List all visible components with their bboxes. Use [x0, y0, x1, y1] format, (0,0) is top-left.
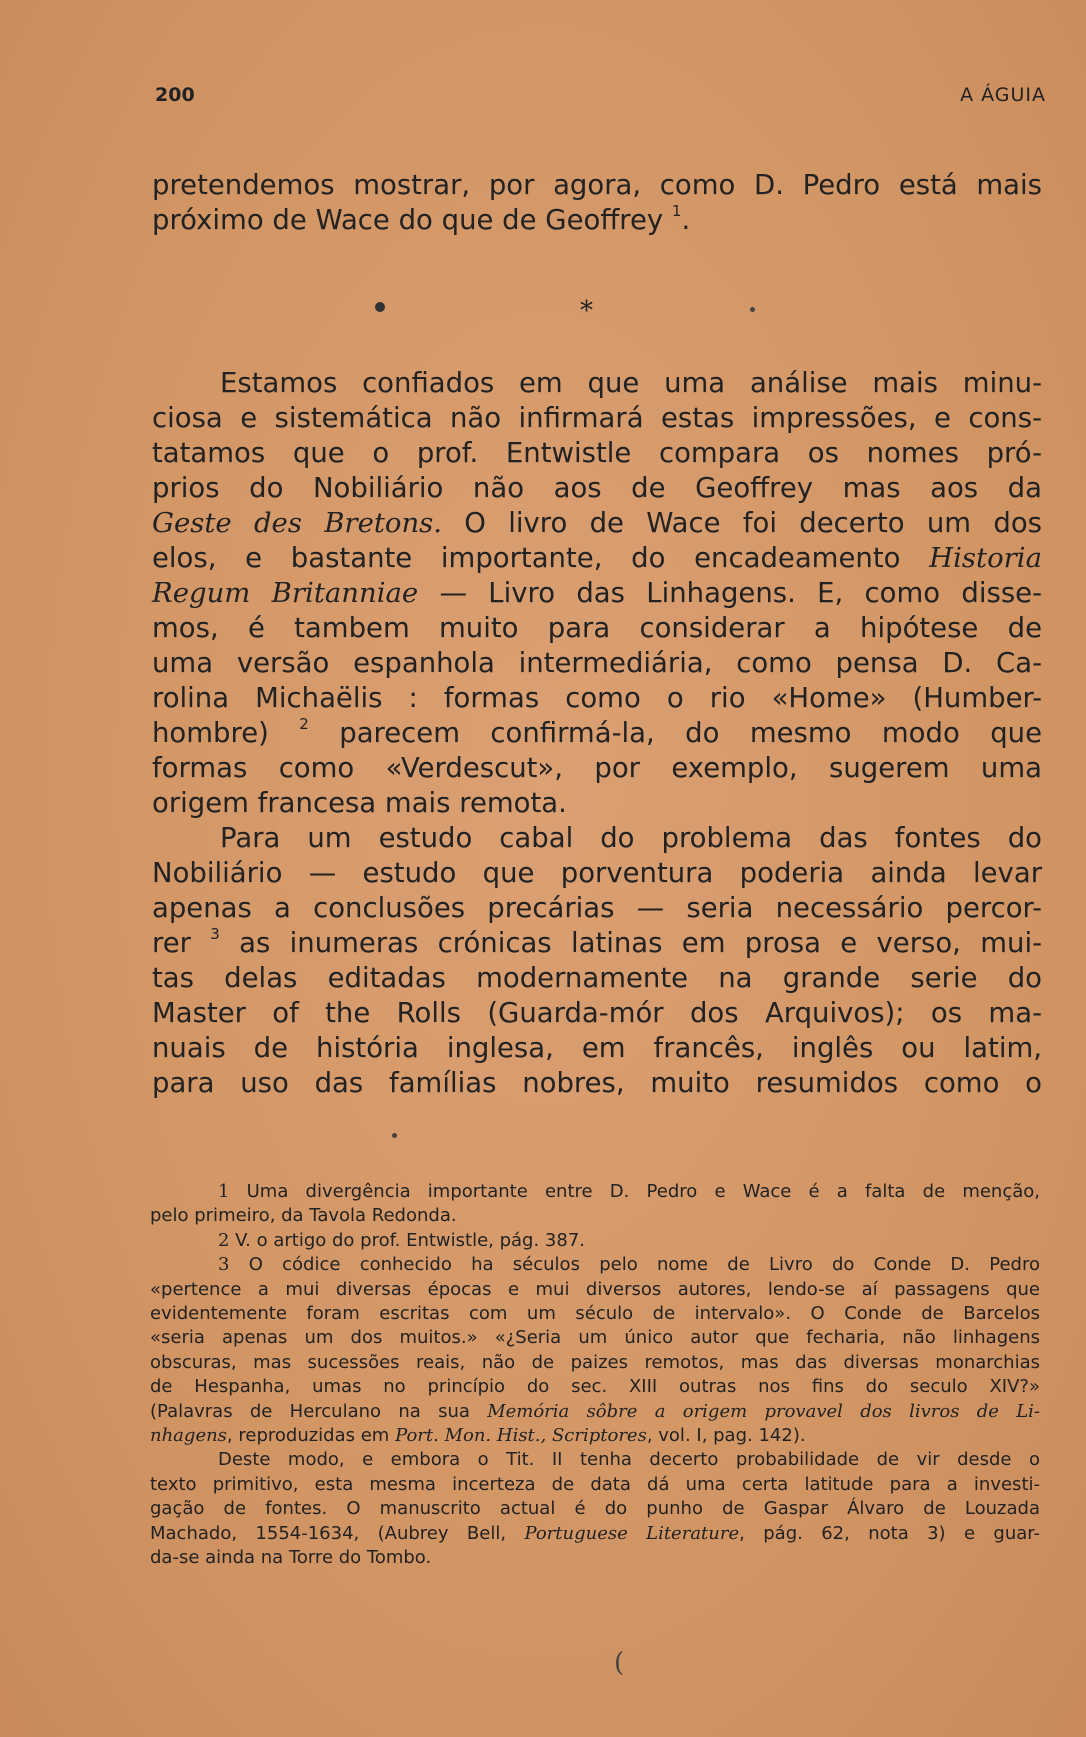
text-span: O códice conhecido ha séculos pelo nome de Livro do Conde D. Pedro: [229, 1254, 1040, 1276]
text-span: as inumeras crónicas latinas em prosa e verso, mui-: [219, 927, 1043, 959]
text-line: formas como «Verdescut», por exemplo, sugerem uma: [152, 752, 1042, 784]
ink-dot: [375, 302, 385, 312]
text-span: (Palavras de Herculano na sua: [150, 1400, 488, 1422]
footnote-line: «seria apenas um dos muitos.» «¿Seria um único autor que fecharia, não linhagens: [150, 1327, 1040, 1349]
text-span: O livro de Wace foi decerto um dos: [442, 507, 1042, 539]
text-line: ciosa e sistemática não infirmará estas impressões, e cons-: [152, 402, 1042, 434]
italic-title: Portuguese Literature: [524, 1522, 740, 1544]
footnote-line: [150, 1180, 1040, 1204]
text-line: [152, 541, 1042, 576]
footnote-line: evidentemente foram escritas com um século de intervalo». O Conde de Barcelos: [150, 1303, 1040, 1325]
text-span: rer: [152, 927, 191, 959]
text-span: — Livro das Linhagens. E, como disse-: [418, 577, 1042, 609]
italic-title: Geste des Bretons.: [152, 507, 443, 539]
footnotes: [150, 1180, 1040, 1571]
footnote-line: da-se ainda na Torre do Tombo.: [150, 1547, 432, 1569]
page-number: 200: [155, 84, 195, 106]
text-line: rolina Michaëlis : formas como o rio «Home» (Humber-: [152, 682, 1042, 714]
text-line: [152, 576, 1042, 611]
running-title: A ÁGUIA: [960, 84, 1046, 106]
ink-dot: [392, 1133, 397, 1138]
text-line: pretendemos mostrar, por agora, como D. Pedro está mais: [152, 169, 1042, 201]
text-span: elos, e bastante importante, do encadeamento: [152, 542, 930, 574]
footnote-ref: 3: [210, 924, 220, 943]
text-span: V. o artigo do prof. Entwistle, pág. 387.: [229, 1229, 585, 1251]
footnote-line: Deste modo, e embora o Tit. II tenha decerto probabilidade de vir desde o: [218, 1449, 1040, 1471]
footnote-number: 2: [218, 1229, 230, 1251]
text-span: próximo de Wace do que de Geoffrey: [152, 204, 664, 236]
text-line: [152, 716, 1042, 751]
footnote-line: [150, 1253, 1040, 1277]
text-span: , vol. I, pag. 142).: [646, 1425, 806, 1447]
italic-title: nhagens: [150, 1425, 227, 1447]
italic-title: Memória sôbre a origem provavel dos livros de Li-: [487, 1400, 1041, 1422]
text-line: nuais de história inglesa, em francês, inglês ou latim,: [152, 1032, 1042, 1064]
intro-text: [152, 168, 1042, 238]
text-span: Uma divergência importante entre D. Pedro e Wace é a falta de menção,: [229, 1181, 1040, 1202]
text-line: tatamos que o prof. Entwistle compara os nomes pró-: [152, 437, 1042, 469]
footnote-line: obscuras, mas sucessões reais, não de paizes remotos, mas das diversas monarchias: [150, 1351, 1040, 1373]
ink-dot: [750, 307, 755, 312]
text-span: , reproduzidas em: [226, 1425, 396, 1447]
text-line: mos, é tambem muito para considerar a hipótese de: [152, 612, 1042, 644]
text-span: parecem confirmá-la, do mesmo modo que: [308, 717, 1042, 749]
italic-title: Port. Mon. Hist., Scriptores: [395, 1425, 647, 1447]
text-line: próximo de Wace do que de Geoffrey $^1$.: [152, 201, 691, 236]
footnote-line: [150, 1522, 1040, 1546]
text-span: Machado, 1554-1634, (Aubrey Bell,: [150, 1522, 525, 1544]
text-line: Nobiliário — estudo que porventura poderia ainda levar: [152, 857, 1042, 889]
text-line: tas delas editadas modernamente na grande serie do: [152, 962, 1042, 994]
footnote-line: texto primitivo, esta mesma incerteza de data dá uma certa latitude para a investi-: [150, 1473, 1040, 1495]
paragraph: [152, 821, 1042, 1101]
footnote-line: [150, 1424, 1040, 1448]
page-header: [155, 84, 1046, 114]
text-line: Para um estudo cabal do problema das fontes do: [220, 822, 1042, 854]
paragraph: [152, 366, 1042, 821]
asterisk: *: [580, 296, 593, 326]
footnote-line: de Hespanha, umas no princípio do sec. XIII outras nos fins do seculo XIV?»: [150, 1376, 1040, 1398]
text-line: origem francesa mais remota.: [152, 787, 567, 819]
text-line: [152, 506, 1042, 541]
text-line: uma versão espanhola intermediária, como pensa D. Ca-: [152, 647, 1042, 679]
footnote-number: 1: [218, 1181, 230, 1202]
text-line: [152, 926, 1042, 961]
text-line: Master of the Rolls (Guarda-mór dos Arquivos); os ma-: [152, 997, 1042, 1029]
bottom-mark: (: [614, 1648, 625, 1678]
text-span: hombre): [152, 717, 269, 749]
section-separator: [580, 296, 593, 326]
footnote-number: 3: [218, 1254, 230, 1276]
footnote-line: gação de fontes. O manuscrito actual é do punho de Gaspar Álvaro de Louzada: [150, 1498, 1040, 1520]
footnote-ref: 1: [671, 201, 682, 220]
text-span: , pág. 62, nota 3) e guar-: [739, 1522, 1040, 1544]
footnote-line: «pertence a mui diversas épocas e mui diversos autores, lendo-se aí passagens que: [150, 1278, 1040, 1300]
italic-title: Regum Britanniae: [152, 577, 419, 609]
footnote-line: [150, 1229, 1040, 1253]
italic-title: Historia: [929, 542, 1042, 574]
text-line: apenas a conclusões precárias — seria necessário percor-: [152, 892, 1042, 924]
text-line: prios do Nobiliário não aos de Geoffrey mas aos da: [152, 472, 1042, 504]
text-line: para uso das famílias nobres, muito resumidos como o: [152, 1067, 1042, 1099]
footnote-line: pelo primeiro, da Tavola Redonda.: [150, 1205, 457, 1227]
text-line: Estamos confiados em que uma análise mais minu-: [220, 367, 1042, 399]
footnote-line: [150, 1400, 1040, 1424]
footnote-ref: 2: [299, 714, 309, 733]
